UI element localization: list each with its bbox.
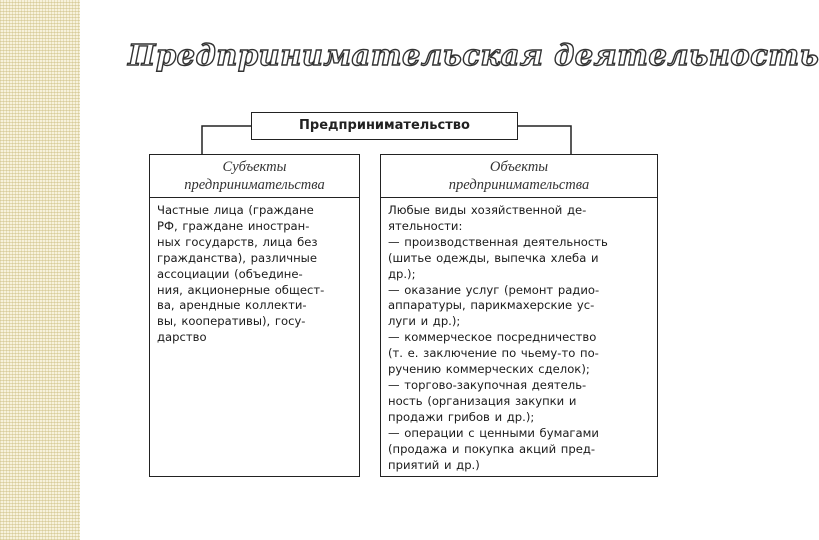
objects-text [381,198,657,473]
objects-text-line: аппаратуры, парикмахерские ус- [388,298,595,313]
objects-text-line: — операции с ценными бумагами [388,425,599,440]
subjects-text-line: вы, кооперативы), госу- [157,314,306,329]
objects-text-line: ятельности: [388,218,463,233]
objects-text-line: (шитье одежды, выпечка хлеба и [388,250,599,265]
subjects-text-line: ва, арендные коллекти- [157,298,307,313]
subjects-text-line: РФ, граждане иностран- [157,218,310,233]
objects-text-line: (продажа и покупка акций пред- [388,441,596,456]
subjects-text-line: гражданства), различные [157,250,317,265]
objects-text-line: приятий и др.) [388,457,480,472]
connector-left [202,126,251,154]
subjects-text-line: ния, акционерные общест- [157,282,325,297]
subjects-text-line: ассоциации (объедине- [157,266,303,281]
objects-heading-line2: предпринимательства [448,177,590,193]
objects-text-line: — оказание услуг (ремонт радио- [388,282,600,297]
objects-text-line: — производственная деятельность [388,234,608,249]
subjects-heading-line2: предпринимательства [184,177,325,193]
objects-text-line: ность (организация закупки и [388,393,577,408]
objects-text-line: ручению коммерческих сделок); [388,362,590,377]
objects-text-line: Любые виды хозяйственной де- [388,203,587,217]
objects-heading [380,154,658,198]
objects-heading-line1: Объекты [489,159,549,175]
objects-text-line: — коммерческое посредничество [388,330,597,345]
slide-title: Предпринимательская деятельность [128,38,819,72]
objects-text-line: продажи грибов и др.); [388,409,535,424]
objects-text-line: др.); [388,266,416,281]
objects-text-line: (т. е. заключение по чьему-то по- [388,346,599,361]
objects-body [380,197,658,477]
objects-text-line: — торгово-закупочная деятель- [388,377,587,392]
subjects-text [150,198,359,346]
subjects-heading-line1: Субъекты [222,159,287,175]
subjects-body [149,197,360,477]
objects-text-line: луги и др.); [388,314,461,329]
root-node: Предпринимательство [251,112,518,140]
subjects-text-line: дарство [157,330,207,345]
subjects-heading [149,154,360,198]
subjects-text-line: ных государств, лица без [157,234,318,249]
subjects-text-line: Частные лица (граждане [157,203,314,217]
connector-right [518,126,571,154]
